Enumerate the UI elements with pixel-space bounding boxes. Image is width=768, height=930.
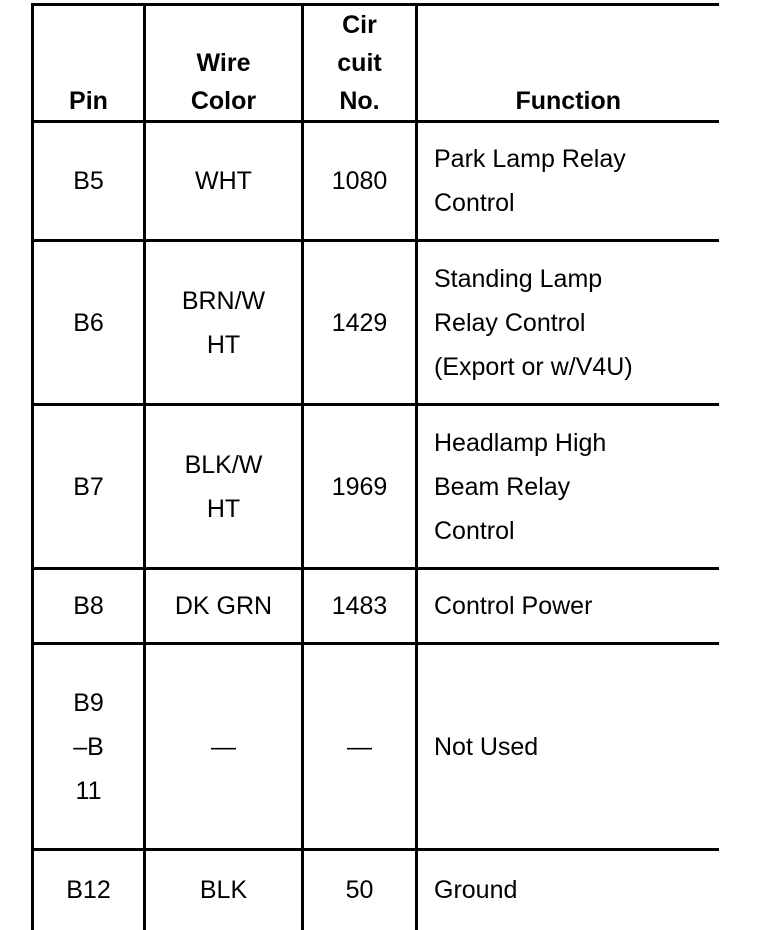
function-cell: Ground [417, 850, 719, 930]
wire-color-cell: DK GRN [145, 569, 303, 644]
function-cell: Control Power [417, 569, 719, 644]
circuit-cell: 50 [303, 850, 417, 930]
table-row [33, 122, 719, 241]
circuit-cell: — [303, 644, 417, 850]
wire-color-cell: — [145, 644, 303, 850]
header-function: Function [417, 5, 719, 122]
table-row [33, 405, 719, 569]
circuit-cell: 1080 [303, 122, 417, 241]
wire-color-cell: BLK/W HT [145, 405, 303, 569]
pin-cell: B7 [33, 405, 145, 569]
table-row [33, 850, 719, 930]
circuit-cell: 1483 [303, 569, 417, 644]
pin-cell: B5 [33, 122, 145, 241]
function-cell: Standing Lamp Relay Control (Export or w/V4U) [417, 241, 719, 405]
table-row [33, 644, 719, 850]
pin-cell: B12 [33, 850, 145, 930]
pin-cell: B8 [33, 569, 145, 644]
pin-cell: B9 –B 11 [33, 644, 145, 850]
table-row [33, 569, 719, 644]
wire-color-cell: BRN/W HT [145, 241, 303, 405]
function-cell: Headlamp High Beam Relay Control [417, 405, 719, 569]
circuit-cell: 1969 [303, 405, 417, 569]
function-cell: Not Used [417, 644, 719, 850]
table-row [33, 241, 719, 405]
connector-pinout-table [31, 3, 719, 930]
function-cell: Park Lamp Relay Control [417, 122, 719, 241]
wire-color-cell: BLK [145, 850, 303, 930]
header-pin: Pin [33, 5, 145, 122]
wire-color-cell: WHT [145, 122, 303, 241]
header-circuit-number: Cir cuit No. [303, 5, 417, 122]
header-row [33, 5, 719, 122]
circuit-cell: 1429 [303, 241, 417, 405]
header-wire-color: Wire Color [145, 5, 303, 122]
pin-cell: B6 [33, 241, 145, 405]
